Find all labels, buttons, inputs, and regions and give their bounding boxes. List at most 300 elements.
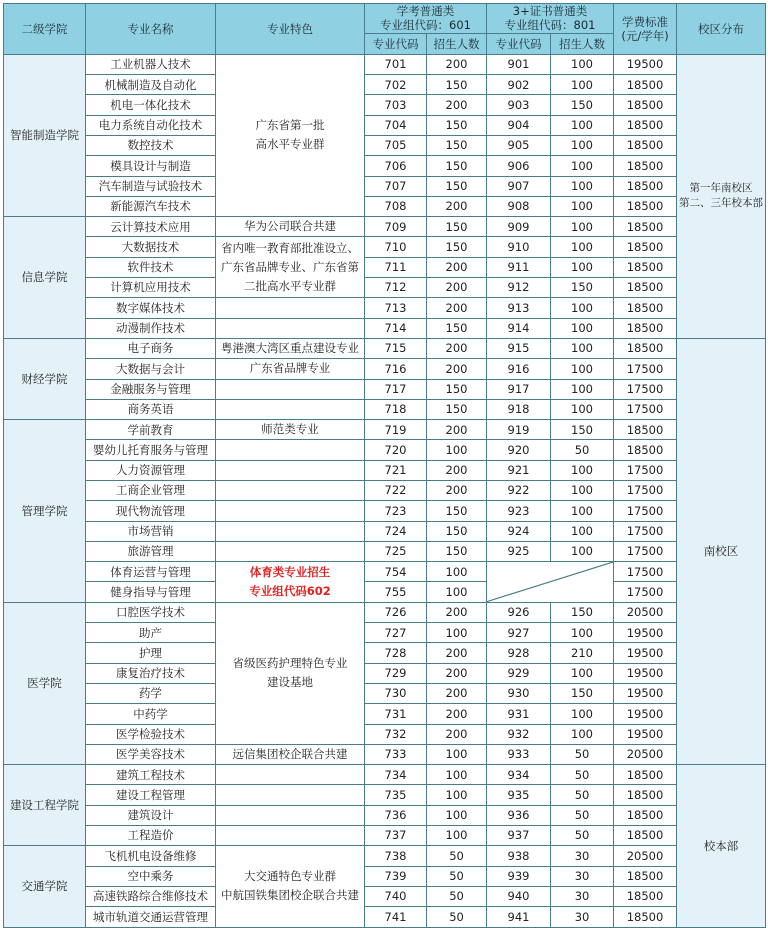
code-a-cell: 701 bbox=[365, 54, 427, 74]
major-cell: 工商企业管理 bbox=[86, 480, 216, 500]
code-a-cell: 705 bbox=[365, 135, 427, 155]
table-row bbox=[4, 257, 766, 277]
quota-b-cell: 100 bbox=[551, 460, 614, 480]
code-a-cell: 728 bbox=[365, 643, 427, 663]
fee-cell: 20500 bbox=[614, 602, 677, 622]
quota-b-cell: 100 bbox=[551, 217, 614, 237]
table-row bbox=[4, 886, 766, 906]
major-cell: 大数据与会计 bbox=[86, 359, 216, 379]
code-a-cell: 726 bbox=[365, 602, 427, 622]
fee-cell: 18500 bbox=[614, 318, 677, 338]
table-row bbox=[4, 176, 766, 196]
table-row bbox=[4, 907, 766, 927]
quota-b-cell: 100 bbox=[551, 196, 614, 216]
major-cell: 计算机应用技术 bbox=[86, 278, 216, 298]
major-cell: 现代物流管理 bbox=[86, 501, 216, 521]
quota-b-cell: 100 bbox=[551, 75, 614, 95]
major-cell: 软件技术 bbox=[86, 257, 216, 277]
fee-cell: 19500 bbox=[614, 623, 677, 643]
quota-a-cell: 150 bbox=[427, 135, 487, 155]
quota-a-cell: 200 bbox=[427, 278, 487, 298]
table-row bbox=[4, 663, 766, 683]
header-group-a bbox=[365, 4, 487, 34]
campus-cell bbox=[677, 765, 766, 927]
major-cell: 建筑设计 bbox=[86, 805, 216, 825]
feature-line: 省内唯一教育部批准设立、广东省品牌专业、广东省第二批高水平专业群 bbox=[221, 240, 359, 293]
fee-cell: 17500 bbox=[614, 541, 677, 561]
quota-a-cell: 200 bbox=[427, 95, 487, 115]
feature-line: 师范类专业 bbox=[261, 422, 319, 437]
college-cell: 建设工程学院 bbox=[4, 765, 86, 846]
code-b-cell: 937 bbox=[487, 826, 551, 846]
code-a-cell: 707 bbox=[365, 176, 427, 196]
code-a-cell: 733 bbox=[365, 744, 427, 764]
major-cell: 口腔医学技术 bbox=[86, 602, 216, 622]
quota-a-cell: 150 bbox=[427, 217, 487, 237]
table-row bbox=[4, 521, 766, 541]
quota-a-cell: 50 bbox=[427, 907, 487, 927]
feature-cell bbox=[216, 602, 365, 744]
quota-b-cell: 150 bbox=[551, 278, 614, 298]
table-row bbox=[4, 399, 766, 419]
quota-b-cell: 50 bbox=[551, 440, 614, 460]
major-cell: 动漫制作技术 bbox=[86, 318, 216, 338]
code-a-cell: 721 bbox=[365, 460, 427, 480]
fee-cell: 18500 bbox=[614, 785, 677, 805]
fee-cell: 18500 bbox=[614, 298, 677, 318]
table-row bbox=[4, 480, 766, 500]
code-b-cell: 928 bbox=[487, 643, 551, 663]
quota-b-cell: 100 bbox=[551, 115, 614, 135]
code-a-cell: 736 bbox=[365, 805, 427, 825]
header-group-a-code: 专业组代码：601 bbox=[380, 18, 471, 33]
feature-cell bbox=[216, 826, 365, 846]
fee-cell: 17500 bbox=[614, 480, 677, 500]
quota-b-cell: 150 bbox=[551, 95, 614, 115]
major-cell: 医学检验技术 bbox=[86, 724, 216, 744]
major-cell: 助产 bbox=[86, 623, 216, 643]
code-a-cell: 725 bbox=[365, 541, 427, 561]
code-a-cell: 717 bbox=[365, 379, 427, 399]
code-b-cell: 910 bbox=[487, 237, 551, 257]
quota-a-cell: 150 bbox=[427, 541, 487, 561]
campus-cell bbox=[677, 54, 766, 338]
code-a-cell: 706 bbox=[365, 156, 427, 176]
major-cell: 药学 bbox=[86, 683, 216, 703]
code-a-cell: 724 bbox=[365, 521, 427, 541]
feature-cell bbox=[216, 521, 365, 541]
quota-a-cell: 150 bbox=[427, 237, 487, 257]
header-group-b-code: 专业组代码：801 bbox=[504, 18, 596, 33]
major-cell: 旅游管理 bbox=[86, 541, 216, 561]
fee-cell: 17500 bbox=[614, 379, 677, 399]
fee-cell: 17500 bbox=[614, 460, 677, 480]
code-b-cell: 903 bbox=[487, 95, 551, 115]
fee-cell: 18500 bbox=[614, 257, 677, 277]
quota-b-cell: 100 bbox=[551, 704, 614, 724]
code-b-cell: 938 bbox=[487, 846, 551, 866]
table-row bbox=[4, 704, 766, 724]
table-row bbox=[4, 440, 766, 460]
table-row bbox=[4, 359, 766, 379]
code-b-cell: 925 bbox=[487, 541, 551, 561]
code-b-cell: 915 bbox=[487, 338, 551, 358]
feature-cell bbox=[216, 846, 365, 927]
quota-b-cell: 50 bbox=[551, 826, 614, 846]
major-cell: 医学美容技术 bbox=[86, 744, 216, 764]
diagonal-line bbox=[487, 562, 613, 602]
code-a-cell: 738 bbox=[365, 846, 427, 866]
feature-cell bbox=[216, 318, 365, 338]
code-b-cell: 907 bbox=[487, 176, 551, 196]
quota-a-cell: 150 bbox=[427, 156, 487, 176]
feature-cell bbox=[216, 765, 365, 785]
header-fee-unit: (元/学年) bbox=[621, 28, 669, 43]
quota-a-cell: 200 bbox=[427, 663, 487, 683]
code-b-cell: 905 bbox=[487, 135, 551, 155]
table-row bbox=[4, 54, 766, 74]
quota-a-cell: 150 bbox=[427, 75, 487, 95]
quota-a-cell: 200 bbox=[427, 480, 487, 500]
campus-line: 校本部 bbox=[703, 838, 739, 853]
table-row bbox=[4, 846, 766, 866]
code-a-cell: 722 bbox=[365, 480, 427, 500]
fee-cell: 19500 bbox=[614, 643, 677, 663]
quota-a-cell: 200 bbox=[427, 683, 487, 703]
fee-cell: 18500 bbox=[614, 440, 677, 460]
fee-cell: 19500 bbox=[614, 724, 677, 744]
fee-cell: 17500 bbox=[614, 582, 677, 602]
major-cell: 机电一体化技术 bbox=[86, 95, 216, 115]
code-b-cell: 916 bbox=[487, 359, 551, 379]
major-cell: 金融服务与管理 bbox=[86, 379, 216, 399]
quota-a-cell: 200 bbox=[427, 196, 487, 216]
code-b-cell: 913 bbox=[487, 298, 551, 318]
fee-cell: 18500 bbox=[614, 765, 677, 785]
header-college: 二级学院 bbox=[4, 4, 86, 55]
code-b-cell: 914 bbox=[487, 318, 551, 338]
feature-line: 广东省品牌专业 bbox=[249, 361, 331, 376]
table-row bbox=[4, 420, 766, 440]
feature-line: 大交通特色专业群 bbox=[244, 869, 336, 884]
quota-a-cell: 100 bbox=[427, 805, 487, 825]
table-row bbox=[4, 562, 766, 582]
quota-b-cell: 100 bbox=[551, 135, 614, 155]
code-b-cell: 911 bbox=[487, 257, 551, 277]
quota-a-cell: 200 bbox=[427, 359, 487, 379]
header-group-b-title: 3+证书普通类 bbox=[512, 4, 588, 18]
fee-cell: 19500 bbox=[614, 683, 677, 703]
code-b-cell: 921 bbox=[487, 460, 551, 480]
header-group-b bbox=[487, 4, 614, 34]
major-cell: 机械制造及自动化 bbox=[86, 75, 216, 95]
code-b-cell: 935 bbox=[487, 785, 551, 805]
fee-cell: 18500 bbox=[614, 237, 677, 257]
code-a-cell: 715 bbox=[365, 338, 427, 358]
quota-a-cell: 200 bbox=[427, 420, 487, 440]
code-a-cell: 714 bbox=[365, 318, 427, 338]
table-body bbox=[4, 54, 766, 927]
quota-a-cell: 200 bbox=[427, 724, 487, 744]
code-a-cell: 732 bbox=[365, 724, 427, 744]
quota-a-cell: 50 bbox=[427, 886, 487, 906]
fee-cell: 18500 bbox=[614, 217, 677, 237]
major-cell: 商务英语 bbox=[86, 399, 216, 419]
code-b-cell: 922 bbox=[487, 480, 551, 500]
code-b-cell: 918 bbox=[487, 399, 551, 419]
college-cell: 管理学院 bbox=[4, 420, 86, 603]
table-row bbox=[4, 643, 766, 663]
code-a-cell: 731 bbox=[365, 704, 427, 724]
quota-a-cell: 200 bbox=[427, 602, 487, 622]
feature-cell bbox=[216, 298, 365, 318]
code-a-cell: 710 bbox=[365, 237, 427, 257]
table-row bbox=[4, 602, 766, 622]
table-row bbox=[4, 541, 766, 561]
table-row bbox=[4, 744, 766, 764]
no-certificate-cell bbox=[487, 562, 614, 603]
quota-b-cell: 100 bbox=[551, 298, 614, 318]
fee-cell: 17500 bbox=[614, 359, 677, 379]
header-group-a-title: 学考普通类 bbox=[396, 4, 455, 18]
major-cell: 工业机器人技术 bbox=[86, 54, 216, 74]
quota-b-cell: 100 bbox=[551, 359, 614, 379]
feature-line: 远信集团校企联合共建 bbox=[232, 747, 348, 761]
table-row bbox=[4, 156, 766, 176]
quota-a-cell: 150 bbox=[427, 501, 487, 521]
college-cell: 信息学院 bbox=[4, 217, 86, 339]
campus-line: 第二、三年校本部 bbox=[679, 197, 764, 210]
quota-b-cell: 100 bbox=[551, 501, 614, 521]
code-b-cell: 920 bbox=[487, 440, 551, 460]
quota-a-cell: 100 bbox=[427, 582, 487, 602]
code-b-cell: 904 bbox=[487, 115, 551, 135]
table-row bbox=[4, 582, 766, 602]
code-a-cell: 754 bbox=[365, 562, 427, 582]
major-cell: 中药学 bbox=[86, 704, 216, 724]
code-a-cell: 739 bbox=[365, 866, 427, 886]
fee-cell: 19500 bbox=[614, 54, 677, 74]
quota-a-cell: 150 bbox=[427, 521, 487, 541]
code-a-cell: 704 bbox=[365, 115, 427, 135]
table-row bbox=[4, 623, 766, 643]
fee-cell: 18500 bbox=[614, 156, 677, 176]
quota-b-cell: 50 bbox=[551, 805, 614, 825]
quota-a-cell: 200 bbox=[427, 643, 487, 663]
code-b-cell: 934 bbox=[487, 765, 551, 785]
quota-b-cell: 100 bbox=[551, 399, 614, 419]
table-row bbox=[4, 135, 766, 155]
header-quota-a: 招生人数 bbox=[427, 33, 487, 54]
quota-b-cell: 100 bbox=[551, 663, 614, 683]
feature-cell bbox=[216, 217, 365, 237]
fee-cell: 18500 bbox=[614, 278, 677, 298]
code-b-cell: 926 bbox=[487, 602, 551, 622]
code-a-cell: 711 bbox=[365, 257, 427, 277]
feature-cell bbox=[216, 460, 365, 480]
table-row bbox=[4, 765, 766, 785]
fee-cell: 18500 bbox=[614, 338, 677, 358]
fee-cell: 17500 bbox=[614, 501, 677, 521]
quota-a-cell: 100 bbox=[427, 623, 487, 643]
table-row bbox=[4, 237, 766, 257]
fee-cell: 18500 bbox=[614, 826, 677, 846]
code-b-cell: 906 bbox=[487, 156, 551, 176]
major-cell: 建筑工程技术 bbox=[86, 765, 216, 785]
quota-b-cell: 100 bbox=[551, 541, 614, 561]
quota-a-cell: 100 bbox=[427, 744, 487, 764]
feature-line: 建设基地 bbox=[267, 675, 313, 690]
fee-cell: 18500 bbox=[614, 115, 677, 135]
fee-cell: 20500 bbox=[614, 744, 677, 764]
table-row bbox=[4, 683, 766, 703]
code-b-cell: 936 bbox=[487, 805, 551, 825]
feature-cell bbox=[216, 785, 365, 805]
major-cell: 新能源汽车技术 bbox=[86, 196, 216, 216]
table-row bbox=[4, 379, 766, 399]
code-a-cell: 703 bbox=[365, 95, 427, 115]
quota-b-cell: 30 bbox=[551, 866, 614, 886]
quota-a-cell: 150 bbox=[427, 318, 487, 338]
major-cell: 数控技术 bbox=[86, 135, 216, 155]
feature-line: 广东省第一批 bbox=[255, 118, 325, 133]
quota-b-cell: 150 bbox=[551, 420, 614, 440]
major-cell: 电子商务 bbox=[86, 338, 216, 358]
quota-b-cell: 30 bbox=[551, 886, 614, 906]
feature-cell bbox=[216, 379, 365, 399]
quota-a-cell: 150 bbox=[427, 115, 487, 135]
feature-cell bbox=[216, 501, 365, 521]
feature-line: 中航国铁集团校企联合共建 bbox=[221, 888, 359, 903]
fee-cell: 18500 bbox=[614, 907, 677, 927]
table-row bbox=[4, 298, 766, 318]
quota-a-cell: 50 bbox=[427, 866, 487, 886]
major-cell: 大数据技术 bbox=[86, 237, 216, 257]
table-row bbox=[4, 785, 766, 805]
fee-cell: 19500 bbox=[614, 704, 677, 724]
major-cell: 市场营销 bbox=[86, 521, 216, 541]
major-cell: 城市轨道交通运营管理 bbox=[86, 907, 216, 927]
major-cell: 建设工程管理 bbox=[86, 785, 216, 805]
code-a-cell: 734 bbox=[365, 765, 427, 785]
quota-a-cell: 150 bbox=[427, 176, 487, 196]
campus-cell bbox=[677, 338, 766, 764]
campus-line: 第一年南校区 bbox=[689, 181, 753, 194]
code-a-cell: 713 bbox=[365, 298, 427, 318]
header-quota-b: 招生人数 bbox=[551, 33, 614, 54]
major-cell: 高速铁路综合维修技术 bbox=[86, 886, 216, 906]
quota-b-cell: 100 bbox=[551, 623, 614, 643]
code-a-cell: 709 bbox=[365, 217, 427, 237]
quota-b-cell: 30 bbox=[551, 846, 614, 866]
quota-a-cell: 100 bbox=[427, 826, 487, 846]
code-b-cell: 919 bbox=[487, 420, 551, 440]
quota-a-cell: 200 bbox=[427, 704, 487, 724]
table-row bbox=[4, 196, 766, 216]
fee-cell: 18500 bbox=[614, 866, 677, 886]
code-a-cell: 737 bbox=[365, 826, 427, 846]
code-b-cell: 912 bbox=[487, 278, 551, 298]
code-b-cell: 902 bbox=[487, 75, 551, 95]
header-campus: 校区分布 bbox=[677, 4, 766, 55]
code-b-cell: 917 bbox=[487, 379, 551, 399]
code-b-cell: 909 bbox=[487, 217, 551, 237]
code-b-cell: 908 bbox=[487, 196, 551, 216]
feature-cell bbox=[216, 338, 365, 358]
table-row bbox=[4, 338, 766, 358]
code-a-cell: 702 bbox=[365, 75, 427, 95]
quota-b-cell: 100 bbox=[551, 318, 614, 338]
major-cell: 工程造价 bbox=[86, 826, 216, 846]
quota-b-cell: 100 bbox=[551, 480, 614, 500]
code-b-cell: 941 bbox=[487, 907, 551, 927]
table-row bbox=[4, 75, 766, 95]
quota-b-cell: 100 bbox=[551, 724, 614, 744]
quota-b-cell: 150 bbox=[551, 602, 614, 622]
quota-b-cell: 50 bbox=[551, 785, 614, 805]
code-b-cell: 940 bbox=[487, 886, 551, 906]
major-cell: 云计算技术应用 bbox=[86, 217, 216, 237]
quota-a-cell: 100 bbox=[427, 765, 487, 785]
quota-a-cell: 200 bbox=[427, 54, 487, 74]
header-feature: 专业特色 bbox=[216, 4, 365, 55]
major-cell: 数字媒体技术 bbox=[86, 298, 216, 318]
quota-b-cell: 30 bbox=[551, 907, 614, 927]
fee-cell: 17500 bbox=[614, 399, 677, 419]
major-cell: 学前教育 bbox=[86, 420, 216, 440]
feature-line: 省级医药护理特色专业 bbox=[232, 656, 348, 671]
quota-b-cell: 150 bbox=[551, 683, 614, 703]
quota-a-cell: 100 bbox=[427, 562, 487, 582]
feature-cell bbox=[216, 440, 365, 460]
major-cell: 婴幼儿托育服务与管理 bbox=[86, 440, 216, 460]
code-b-cell: 932 bbox=[487, 724, 551, 744]
quota-b-cell: 100 bbox=[551, 237, 614, 257]
feature-cell bbox=[216, 744, 365, 764]
code-a-cell: 718 bbox=[365, 399, 427, 419]
major-cell: 模具设计与制造 bbox=[86, 156, 216, 176]
code-b-cell: 930 bbox=[487, 683, 551, 703]
fee-cell: 18500 bbox=[614, 135, 677, 155]
college-cell: 医学院 bbox=[4, 602, 86, 764]
code-a-cell: 719 bbox=[365, 420, 427, 440]
table-row bbox=[4, 460, 766, 480]
code-a-cell: 720 bbox=[365, 440, 427, 460]
fee-cell: 18500 bbox=[614, 176, 677, 196]
quota-b-cell: 100 bbox=[551, 257, 614, 277]
fee-cell: 17500 bbox=[614, 562, 677, 582]
header-code-a: 专业代码 bbox=[365, 33, 427, 54]
feature-cell bbox=[216, 562, 365, 603]
quota-a-cell: 50 bbox=[427, 846, 487, 866]
quota-b-cell: 50 bbox=[551, 765, 614, 785]
fee-cell: 20500 bbox=[614, 846, 677, 866]
fee-cell: 19500 bbox=[614, 663, 677, 683]
major-cell: 飞机机电设备维修 bbox=[86, 846, 216, 866]
quota-b-cell: 100 bbox=[551, 521, 614, 541]
code-b-cell: 927 bbox=[487, 623, 551, 643]
table-row bbox=[4, 826, 766, 846]
code-a-cell: 730 bbox=[365, 683, 427, 703]
code-a-cell: 708 bbox=[365, 196, 427, 216]
code-b-cell: 923 bbox=[487, 501, 551, 521]
header-code-b: 专业代码 bbox=[487, 33, 551, 54]
table-row bbox=[4, 95, 766, 115]
table-row bbox=[4, 217, 766, 237]
quota-a-cell: 150 bbox=[427, 379, 487, 399]
feature-cell bbox=[216, 541, 365, 561]
college-cell: 智能制造学院 bbox=[4, 54, 86, 216]
